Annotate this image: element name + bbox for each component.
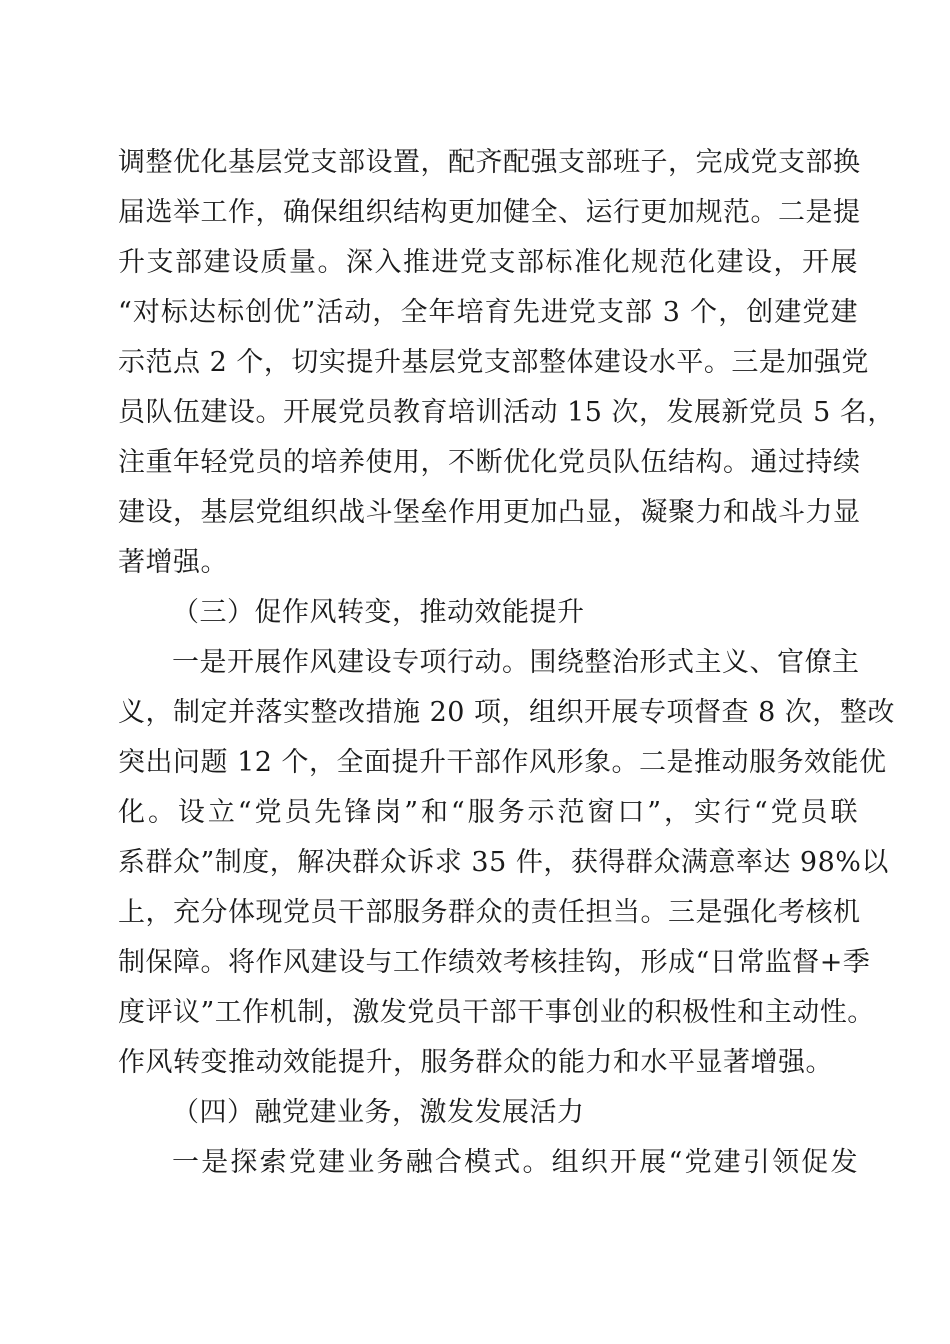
paragraph-line: 义，制定并落实整改措施 20 项，组织开展专项督查 8 次，整改 <box>118 697 895 728</box>
paragraph-line: 示范点 2 个，切实提升基层党支部整体建设水平。三是加强党 <box>118 347 869 378</box>
paragraph-line: 届选举工作，确保组织结构更加健全、运行更加规范。二是提 <box>118 197 861 228</box>
paragraph-line: 注重年轻党员的培养使用，不断优化党员队伍结构。通过持续 <box>118 447 861 478</box>
paragraph-line: 突出问题 12 个，全面提升干部作风形象。二是推动服务效能优 <box>118 747 887 778</box>
paragraph-line: 上，充分体现党员干部服务群众的责任担当。三是强化考核机 <box>118 897 861 928</box>
paragraph-line: 著增强。 <box>118 547 228 578</box>
paragraph-line: 制保障。将作风建设与工作绩效考核挂钩，形成“日常监督+季 <box>118 947 871 978</box>
paragraph-line: 一是开展作风建设专项行动。围绕整治形式主义、官僚主 <box>172 647 860 678</box>
paragraph-line: 一是探索党建业务融合模式。组织开展“党建引领促发 <box>172 1147 858 1178</box>
paragraph-line: 员队伍建设。开展党员教育培训活动 15 次，发展新党员 5 名， <box>118 397 895 428</box>
section-heading: （三）促作风转变，推动效能提升 <box>172 597 585 628</box>
paragraph-line: 度评议”工作机制，激发党员干部干事创业的积极性和主动性。 <box>118 997 875 1028</box>
paragraph-line: 升支部建设质量。深入推进党支部标准化规范化建设，开展 <box>118 247 858 278</box>
paragraph-line: 调整优化基层党支部设置，配齐配强支部班子，完成党支部换 <box>118 147 861 178</box>
section-heading: （四）融党建业务，激发发展活力 <box>172 1097 585 1128</box>
paragraph-line: “对标达标创优”活动，全年培育先进党支部 3 个，创建党建 <box>118 297 858 328</box>
paragraph-line: 作风转变推动效能提升，服务群众的能力和水平显著增强。 <box>118 1047 833 1078</box>
paragraph-line: 建设，基层党组织战斗堡垒作用更加凸显，凝聚力和战斗力显 <box>118 497 861 528</box>
paragraph-line: 化。设立“党员先锋岗”和“服务示范窗口”，实行“党员联 <box>118 797 858 828</box>
paragraph-line: 系群众”制度，解决群众诉求 35 件，获得群众满意率达 98%以 <box>118 847 889 878</box>
